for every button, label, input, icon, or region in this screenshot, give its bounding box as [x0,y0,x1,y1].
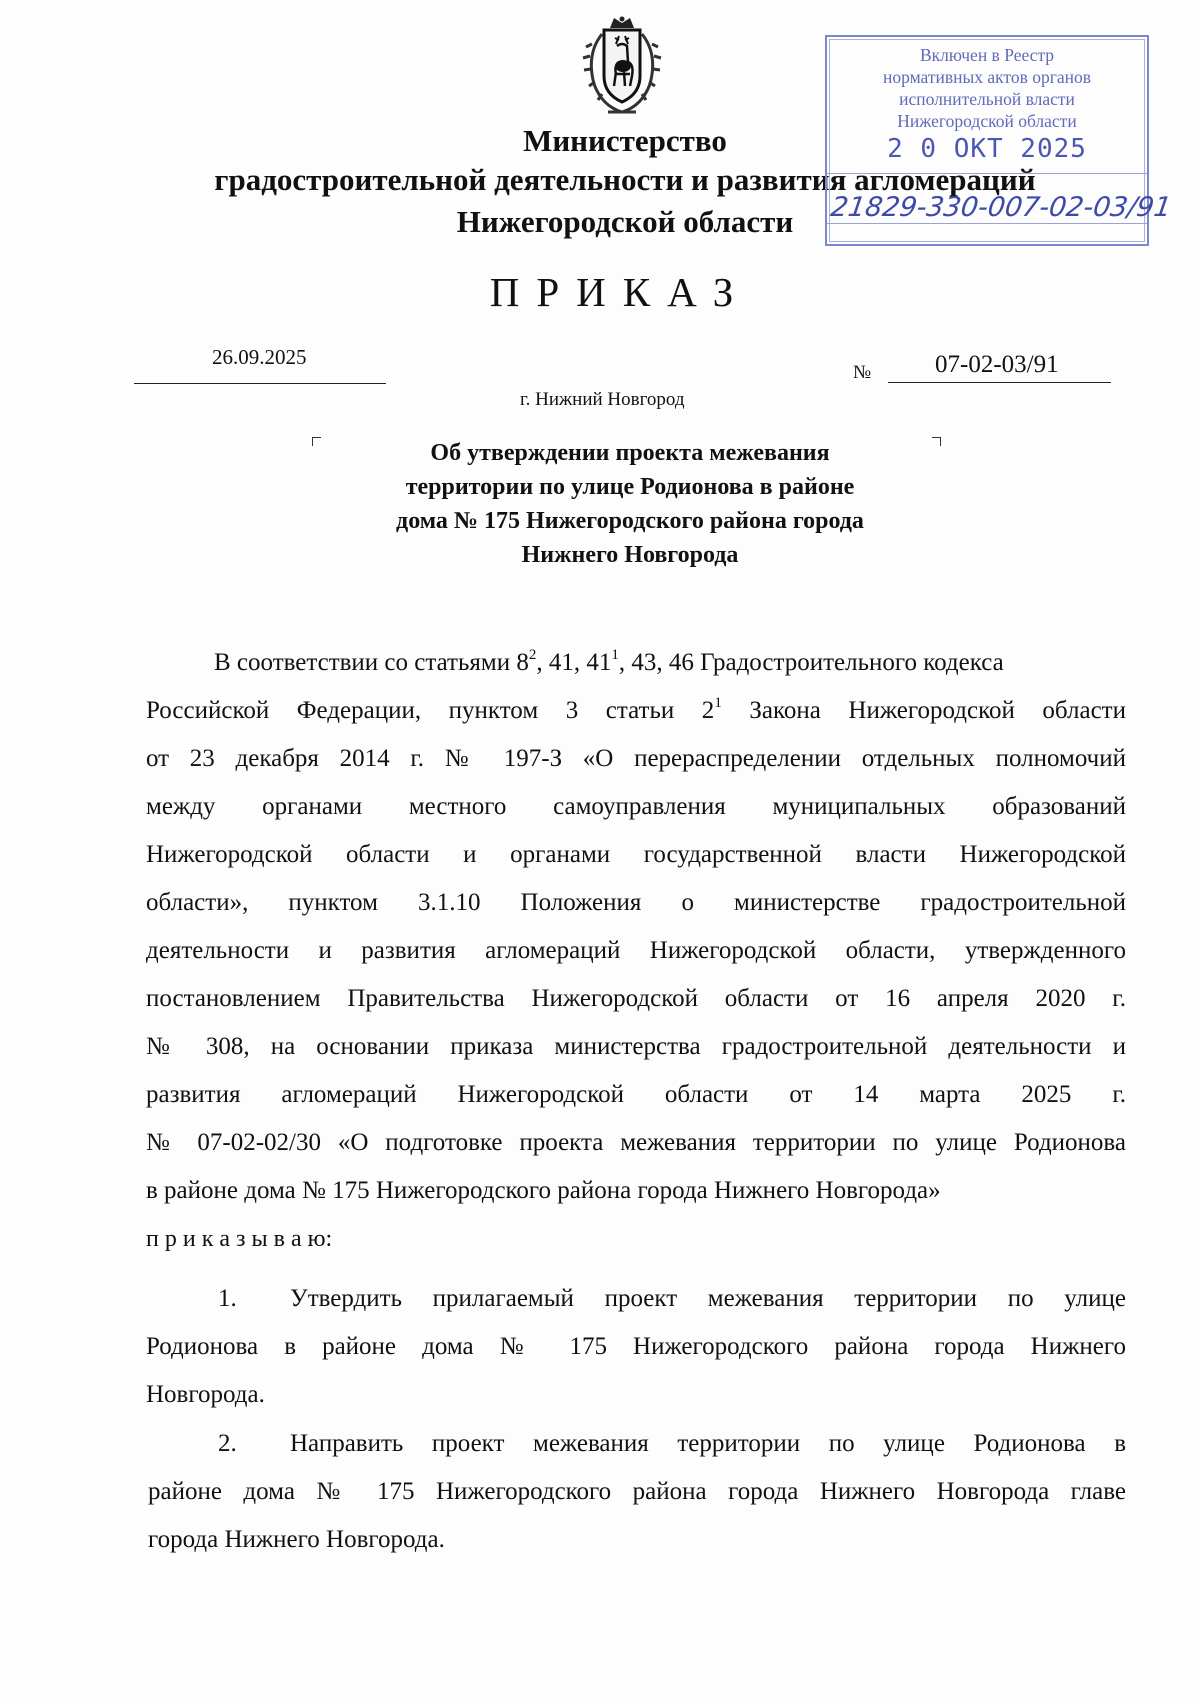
subject-line: Об утверждении проекта межевания [430,440,830,466]
body-line [214,646,1004,677]
superscript: 1 [714,694,722,711]
order-word: п р и к а з ы в а ю: [146,1226,333,1252]
number-sign: № [853,362,872,383]
body-line [146,694,1126,725]
superscript: 2 [528,646,537,663]
list-item-line: Утвердить прилагаемый проект межевания территории по улице [290,1285,1126,1312]
stamp-registration-number: 21829-330-007-02-03/91 [828,192,1174,223]
superscript: 1 [611,646,619,663]
list-item-line: Новгорода. [146,1381,265,1408]
body-line: в районе дома № 175 Нижегородского района города Нижнего Новгорода» [146,1177,941,1204]
document-city: г. Нижний Новгород [520,389,685,410]
body-text: В соответствии со статьями 8 [214,649,529,676]
body-line: между органами местного самоуправления муниципальных образований [146,793,1126,820]
list-item-number: 1. [218,1285,237,1312]
body-line: Нижегородской области и органами государственной власти Нижегородской [146,841,1126,868]
document-subject [330,436,930,572]
body-line: от 23 декабря 2014 г. № 197-З «О перераспределении отдельных полномочий [146,745,1126,772]
stamp-line: нормативных актов органов [882,67,1092,87]
ministry-title-line3: Нижегородской области [456,204,794,239]
stamp-date: 2 0 ОКТ 2025 [887,134,1087,164]
stamp-line: Включен в Реестр [919,45,1055,65]
registry-stamp [825,35,1174,246]
subject-line: Нижнего Новгорода [521,542,739,568]
body-line: № 07-02-02/30 «О подготовке проекта межевания территории по улице Родионова [146,1129,1126,1156]
stamp-line: исполнительной власти [899,89,1075,109]
subject-corner-right [932,437,941,446]
body-text: , 43, 46 Градостроительного кодекса [618,649,1004,676]
body-text: , 41, 41 [536,649,612,676]
stamp-divider [827,173,1147,174]
stamp-line: Нижегородской области [897,111,1077,131]
document-date: 26.09.2025 [212,345,307,369]
body-text: Закона Нижегородской области [721,697,1126,724]
body-line: деятельности и развития агломераций Нижегородской области, утвержденного [146,937,1126,964]
list-item-number: 2. [218,1430,237,1457]
body-line: области», пунктом 3.1.10 Положения о министерстве градостроительной [146,889,1126,916]
ministry-title-line1: Министерство [523,123,727,158]
ministry-title-line2: градостроительной деятельности и развития агломераций [214,162,1036,197]
coat-of-arms-emblem [572,14,672,118]
subject-line: территории по улице Родионова в районе [405,474,855,500]
document-number: 07-02-03/91 [935,351,1059,378]
list-item-line: города Нижнего Новгорода. [148,1526,445,1553]
body-line: развития агломераций Нижегородской области от 14 марта 2025 г. [146,1081,1126,1108]
date-underline [134,383,386,384]
subject-corner-left [312,437,321,446]
stamp-divider [827,223,1147,224]
subject-line: дома № 175 Нижегородского района города [396,508,864,534]
document-type-heading: ПРИКАЗ [489,269,751,315]
list-item-line: Родионова в районе дома № 175 Нижегородского района города Нижнего [146,1333,1126,1360]
body-text: Российской Федерации, пунктом 3 статьи 2 [146,697,715,724]
list-item-line: Направить проект межевания территории по улице Родионова в [290,1430,1126,1457]
number-underline [888,382,1111,383]
body-line: постановлением Правительства Нижегородской области от 16 апреля 2020 г. [146,985,1126,1012]
body-line: № 308, на основании приказа министерства градостроительной деятельности и [146,1033,1126,1060]
list-item-line: районе дома № 175 Нижегородского района города Нижнего Новгорода главе [148,1478,1126,1505]
